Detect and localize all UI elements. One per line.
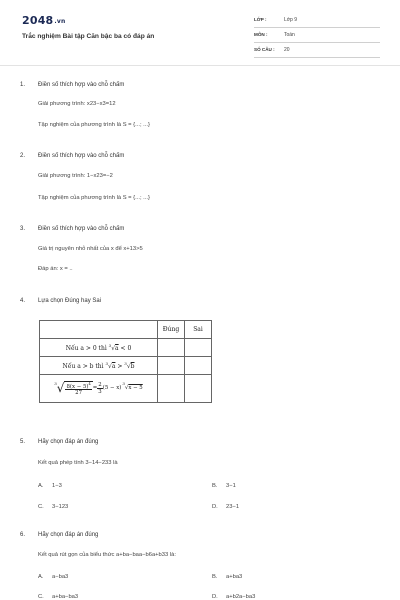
statement-1: Nếu a > 0 thì $^3$√a < 0 (40, 339, 158, 357)
question-5-option-d[interactable]: D. 23−1 (212, 504, 240, 510)
question-6-option-a[interactable]: A. a−ba3 (38, 574, 69, 580)
question-5-option-c[interactable]: C. 3−123 (38, 504, 69, 510)
question-3-answer-line: Đáp án: x = .. (38, 266, 73, 272)
logo-suffix: .vn (54, 18, 66, 25)
statement-2: Nếu a > b thì $^3$√a > $^3$√b (40, 357, 158, 375)
meta-grade-value: Lớp 9 (284, 17, 298, 23)
site-logo[interactable] (22, 14, 65, 27)
question-type: Điền số thích hợp vào chỗ chấm (38, 82, 125, 88)
question-type: Hãy chọn đáp án đúng (38, 439, 99, 445)
question-number: 6. (20, 532, 26, 538)
statement-3: 3 √ $\frac{8(x - 5)^4}{27}$ = $\frac{2}{3}$ (5 − x) $^3$ √ x − 5 (40, 375, 158, 403)
page-header (0, 0, 400, 66)
statement-1-false-cell[interactable] (185, 339, 212, 357)
question-6-prompt: Kết quả rút gọn của biểu thức a+ba−baa−b6a+b33 là: (38, 552, 176, 558)
logo-main: 2048 (22, 14, 54, 27)
statement-2-true-cell[interactable] (158, 357, 185, 375)
question-6-option-b[interactable]: B. a+ba3 (212, 574, 243, 580)
question-type: Lựa chọn Đúng hay Sai (38, 298, 102, 304)
meta-subject (254, 29, 380, 43)
question-2 (20, 153, 124, 159)
question-number: 1. (20, 82, 26, 88)
question-type: Hãy chọn đáp án đúng (38, 532, 99, 538)
true-false-table (39, 320, 212, 403)
question-5 (20, 439, 98, 445)
statement-3-false-cell[interactable] (185, 375, 212, 403)
table-header-true: Đúng (158, 321, 185, 339)
table-header-statement (40, 321, 158, 339)
question-5-option-a[interactable]: A. 1−3 (38, 483, 62, 489)
question-number: 2. (20, 153, 26, 159)
question-2-prompt: Giải phương trình: 1−x23=−2 (38, 173, 113, 179)
meta-subject-label: MÔN : (254, 32, 268, 37)
question-type: Điền số thích hợp vào chỗ chấm (38, 226, 125, 232)
question-type: Điền số thích hợp vào chỗ chấm (38, 153, 125, 159)
question-5-prompt: Kết quả phép tính 3−14−233 là (38, 460, 118, 466)
meta-subject-value: Toán (284, 32, 295, 38)
question-number: 5. (20, 439, 26, 445)
statement-1-true-cell[interactable] (158, 339, 185, 357)
table-header-false: Sai (185, 321, 212, 339)
question-1 (20, 82, 124, 88)
statement-2-false-cell[interactable] (185, 357, 212, 375)
question-3 (20, 226, 124, 232)
document-title: Trắc nghiệm Bài tập Căn bậc ba có đáp án (22, 33, 155, 40)
meta-count-value: 20 (284, 47, 290, 53)
question-6-option-c[interactable]: C. a+ba−ba3 (38, 594, 79, 600)
question-6-option-d[interactable]: D. a+b2a−ba3 (212, 594, 256, 600)
statement-3-true-cell[interactable] (158, 375, 185, 403)
question-number: 4. (20, 298, 26, 304)
meta-grade-label: LỚP : (254, 17, 267, 22)
meta-count (254, 44, 380, 58)
question-1-answer-line: Tập nghiệm của phương trình là S = {...; ...} (38, 122, 150, 128)
question-number: 3. (20, 226, 26, 232)
question-6 (20, 532, 98, 538)
question-5-option-b[interactable]: B. 3−1 (212, 483, 236, 489)
question-1-prompt: Giải phương trình: x23−x3=12 (38, 101, 116, 107)
question-3-prompt: Giá trị nguyên nhỏ nhất của x để x+13>5 (38, 246, 143, 252)
question-4 (20, 298, 101, 304)
meta-grade (254, 14, 380, 28)
meta-count-label: SỐ CÂU : (254, 47, 275, 52)
question-2-answer-line: Tập nghiệm của phương trình là S = {...; ...} (38, 195, 150, 201)
